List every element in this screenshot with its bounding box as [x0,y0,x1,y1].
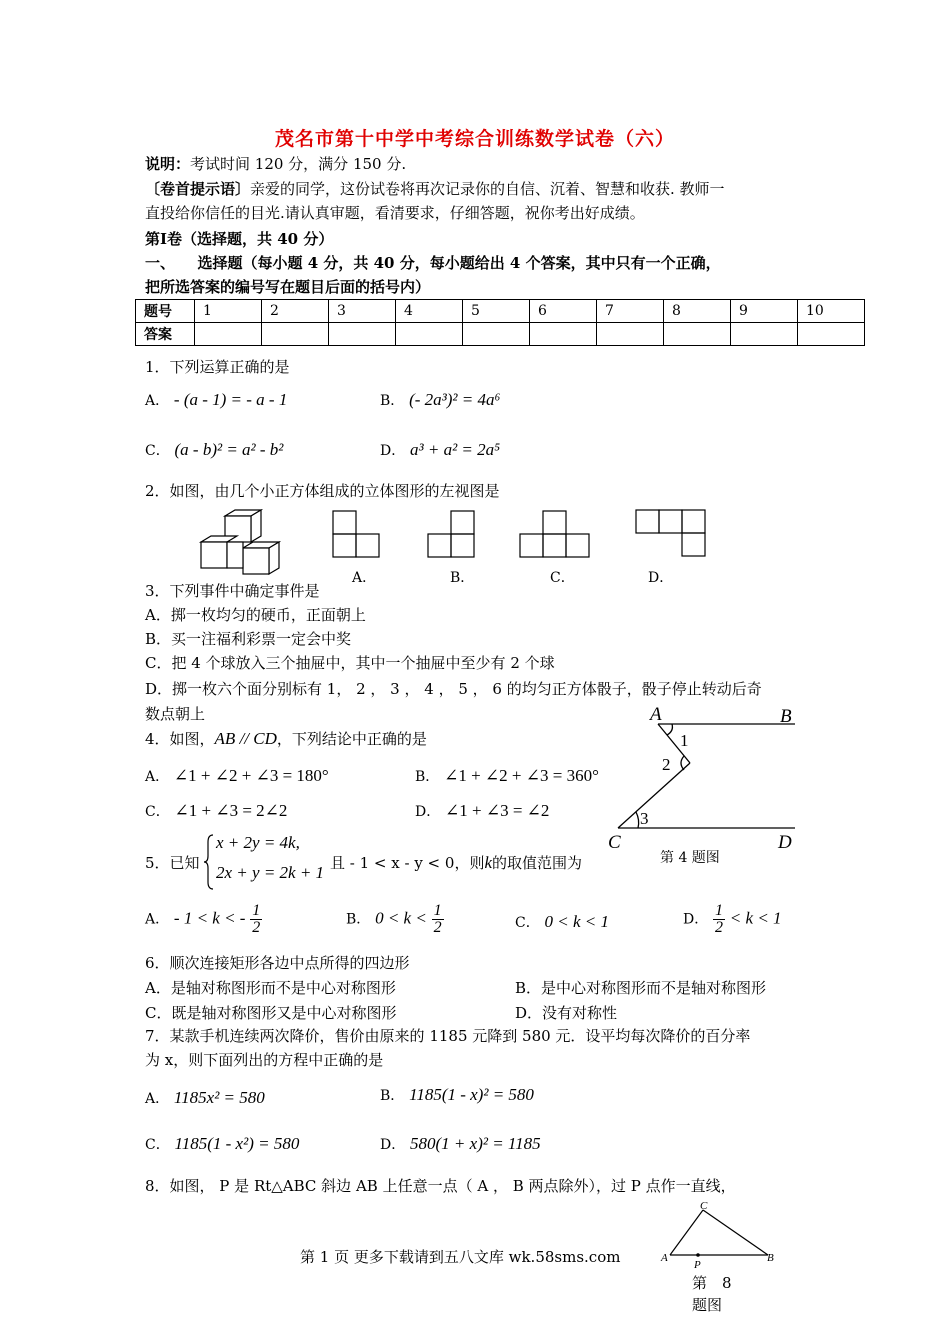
exam-note [145,153,406,174]
option-math: 0 < k < 1 [544,912,609,931]
q5-equation-2: 2x + y = 2k + 1 [216,863,325,882]
option-label: B． [380,1088,405,1104]
table-cell: 9 [731,300,798,323]
q8-fig-label-a: A [661,1252,668,1264]
option-math: 1185(1 - x²) = 580 [174,1134,300,1153]
q7-stem-line1: 7．某款手机连续两次降价，售价由原来的 1185 元降到 580 元．设平均每次降价的百分率 [145,1027,751,1045]
option-math: a³ + a² = 2a⁵ [410,440,501,459]
table-cell: 答案 [136,323,195,346]
q3-option-c: C．把 4 个球放入三个抽屉中，其中一个抽屉中至少有 2 个球 [145,654,555,672]
table-cell: 5 [463,300,530,323]
q2-label-d: D． [648,570,674,586]
table-cell: 2 [262,300,329,323]
q2-view-b [425,510,477,558]
option-label: A． [145,769,170,785]
q5-option-b [346,903,444,936]
note-text: 考试时间 120 分，满分 150 分. [190,155,407,173]
option-label: C． [145,1137,170,1153]
q8-caption-2: 题图 [692,1296,723,1314]
fraction-denominator: 2 [715,919,724,936]
q2-view-d [633,508,708,560]
q8-fig-label-p: P [694,1259,701,1271]
fraction-numerator: 1 [715,902,724,919]
q2-view-c [517,510,592,558]
q4-fig-label-a: A [650,704,662,725]
option-label: B． [415,769,440,785]
fraction-numerator: 1 [252,902,261,919]
q8-stem: 8．如图， P 是 Rt△ABC 斜边 AB 上任意一点（ A ， B 两点除外），过 P 点作一直线， [145,1177,736,1195]
table-cell: 10 [798,300,865,323]
table-cell: 3 [329,300,396,323]
answer-cell[interactable] [463,323,530,346]
q4-fig-label-b: B [780,706,792,727]
q4-fig-angle-2: 2 [662,755,671,774]
q2-solid-figure [195,508,295,578]
fraction-numerator: 1 [433,902,442,919]
q8-figure [658,1198,778,1270]
part-heading: 第Ⅰ卷（选择题，共 40 分） [145,230,334,248]
answer-table [135,299,865,346]
q5-option-c [515,912,609,932]
option-label: C． [515,915,540,931]
page-title: 茂名市第十中学中考综合训练数学试卷（六） [274,128,675,150]
hint-line-2: 直投给你信任的目光.请认真审题，看清要求，仔细答题，祝你考出好成绩。 [145,204,645,222]
answer-cell[interactable] [530,323,597,346]
q7-option-b [380,1085,534,1105]
q2-view-a [330,510,382,558]
table-row-numbers [136,300,865,323]
q1-option-d [380,440,500,460]
option-math: ∠1 + ∠2 + ∠3 = 180° [173,766,329,785]
fraction [250,903,262,936]
fraction [432,903,444,936]
q4-fig-angle-1: 1 [680,731,689,750]
hint-text-1: 亲爱的同学，这份试卷将再次记录你的自信、沉着、智慧和收获. 教师一 [250,180,725,198]
q6-stem: 6．顺次连接矩形各边中点所得的四边形 [145,954,410,972]
option-math: 1185(1 - x)² = 580 [409,1085,534,1104]
answer-cell[interactable] [262,323,329,346]
q6-option-c: C．既是轴对称图形又是中心对称图形 [145,1004,397,1022]
table-row-answers [136,323,865,346]
option-math: (- 2a³)² = 4a⁶ [409,390,501,409]
answer-cell[interactable] [798,323,865,346]
answer-cell[interactable] [731,323,798,346]
q2-stem: 2．如图，由几个小正方体组成的立体图形的左视图是 [145,482,500,500]
hint-label: 〔卷首提示语〕 [145,180,251,198]
q5-option-d [683,903,782,936]
q4-stem-post: ，下列结论中正确的是 [276,730,427,748]
q8-fig-label-b: B [767,1252,774,1264]
q8-fig-label-c: C [700,1200,708,1212]
option-math: 1185x² = 580 [173,1088,265,1107]
q4-stem [145,728,427,749]
q5-stem-mid: 且 - 1 < x - y < 0，则 [330,854,485,872]
q5-stem-pre: 5．已知 [145,854,200,872]
fraction-denominator: 2 [252,919,261,936]
q8-caption-1: 第 8 [692,1274,732,1292]
option-math: - (a - 1) = - a - 1 [173,390,288,409]
q7-stem-line2: 为 x，则下面列出的方程中正确的是 [145,1051,384,1069]
q7-option-d [380,1134,541,1154]
table-cell: 1 [195,300,262,323]
answer-cell[interactable] [597,323,664,346]
option-math: ∠1 + ∠3 = ∠2 [445,801,550,820]
answer-cell[interactable] [195,323,262,346]
table-cell: 题号 [136,300,195,323]
q1-stem: 1．下列运算正确的是 [145,358,290,376]
page-footer: 第 1 页 更多下载请到五八文库 wk.58sms.com [300,1248,621,1266]
section-heading-1: 一、 选择题（每小题 4 分，共 40 分，每小题给出 4 个答案，其中只有一个正确， [145,254,721,272]
table-cell: 6 [530,300,597,323]
option-label: D． [683,911,709,928]
option-label: C． [145,804,170,820]
q2-label-c: C． [550,570,575,586]
table-cell: 7 [597,300,664,323]
q4-stem-pre: 4．如图， [145,730,215,748]
q5-stem-tail: 的取值范围为 [492,854,583,872]
q5-brace [204,834,214,890]
option-label: D． [380,1137,406,1153]
table-cell: 8 [664,300,731,323]
fraction [713,903,725,936]
option-math: 580(1 + x)² = 1185 [410,1134,541,1153]
q6-option-d: D．没有对称性 [515,1004,618,1022]
hint-line-1 [145,178,725,199]
option-label: A． [145,393,170,409]
option-label: A． [145,1091,170,1107]
q5-variable-k: k [484,853,492,872]
q4-fig-angle-3: 3 [640,809,649,828]
option-label: B． [380,393,405,409]
q4-stem-math: AB // CD [214,729,277,748]
q3-option-d-line1: D．掷一枚六个面分别标有 1， 2 ， 3 ， 4 ， 5 ， 6 的均匀正方体骰子，骰子停止转动后奇 [145,680,762,698]
q4-fig-caption: 第 4 题图 [660,850,720,866]
option-label: A． [145,911,170,928]
answer-cell[interactable] [664,323,731,346]
q3-stem: 3．下列事件中确定事件是 [145,582,320,600]
q3-option-a: A．掷一枚均匀的硬币，正面朝上 [145,606,366,624]
q5-equation-1: x + 2y = 4k, [216,833,300,852]
option-label: C． [145,443,170,459]
q5-stem-post [330,852,582,873]
answer-cell[interactable] [329,323,396,346]
q3-option-b: B．买一注福利彩票一定会中奖 [145,630,352,648]
q1-option-c [145,440,283,460]
option-math: < k < 1 [729,908,782,928]
q1-option-b [380,390,500,410]
q4-fig-label-c: C [608,832,621,853]
q7-option-c [145,1134,299,1154]
q3-option-d-line2: 数点朝上 [145,705,206,723]
option-math: ∠1 + ∠3 = 2∠2 [174,801,288,820]
q4-option-d [415,801,549,821]
q4-option-a [145,766,329,786]
q5-option-a [145,903,262,936]
q4-figure [600,700,810,866]
q2-label-b: B． [450,570,475,586]
q4-fig-label-d: D [778,832,792,853]
q4-option-c [145,801,287,821]
option-math: - 1 < k < - [173,908,246,928]
q2-label-a: A． [352,570,377,586]
option-math: ∠1 + ∠2 + ∠3 = 360° [444,766,599,785]
option-label: D． [415,804,441,820]
fraction-denominator: 2 [433,919,442,936]
q6-option-b: B．是中心对称图形而不是轴对称图形 [515,979,767,997]
option-label: B． [346,911,371,928]
option-label: D． [380,443,406,459]
option-math: (a - b)² = a² - b² [174,440,284,459]
q7-option-a [145,1088,265,1108]
q6-option-a: A．是轴对称图形而不是中心对称图形 [145,979,396,997]
option-math: 0 < k < [375,908,427,928]
section-heading-2: 把所选答案的编号写在题目后面的括号内） [145,278,431,296]
table-cell: 4 [396,300,463,323]
q4-option-b [415,766,599,786]
note-label: 说明： [145,155,191,173]
answer-cell[interactable] [396,323,463,346]
q1-option-a [145,390,287,410]
